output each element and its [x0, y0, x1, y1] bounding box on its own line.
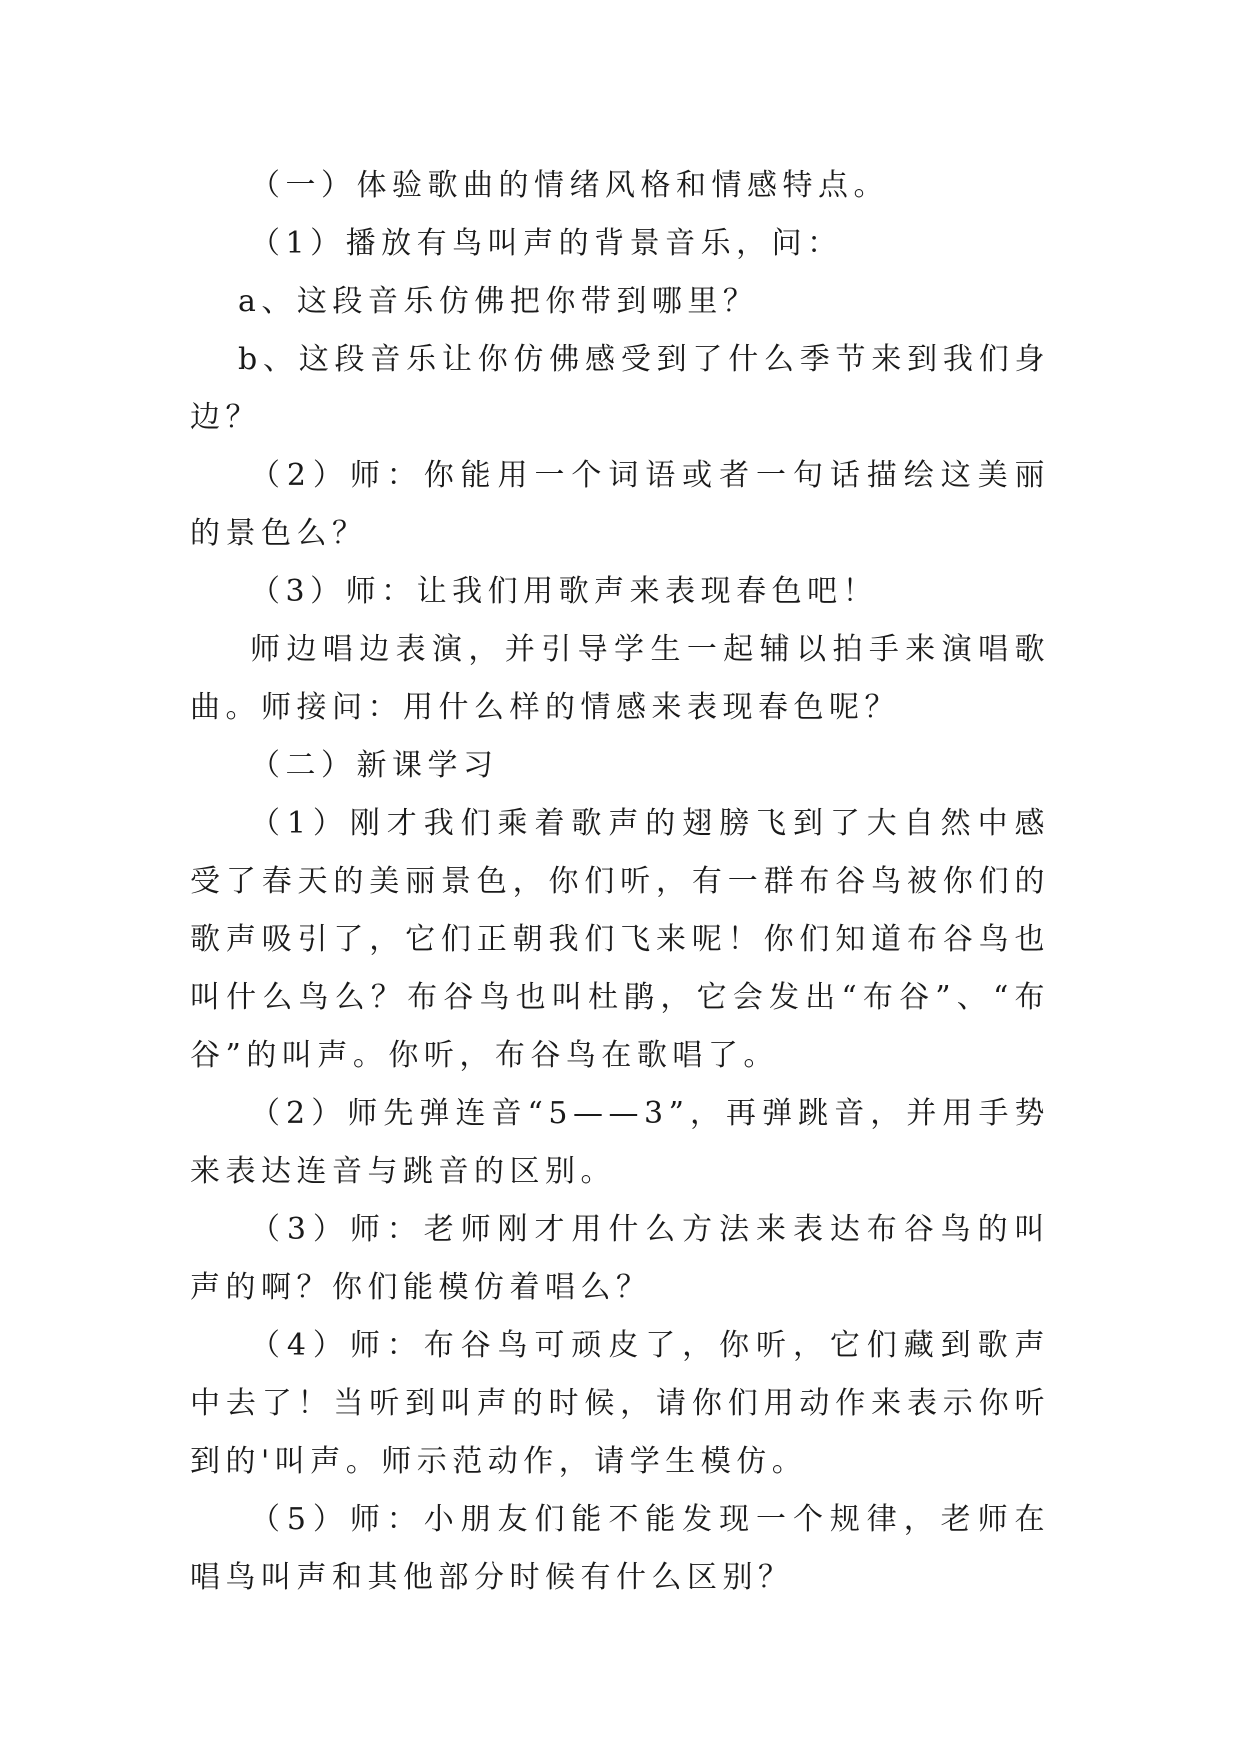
- paragraph-new-step-2: （2）师先弹连音“5——3”，再弹跳音，并用手势来表达连音与跳音的区别。: [190, 1096, 1050, 1189]
- paragraph-new-step-1: （1）刚才我们乘着歌声的翅膀飞到了大自然中感受了春天的美丽景色，你们听，有一群布谷鸟被你们的歌声吸引了，它们正朝我们飞来呢！你们知道布谷鸟也叫什么鸟么？布谷鸟也叫杜鹃，它会发出“布谷”、“布谷”的叫声。你听，布谷鸟在歌唱了。: [190, 806, 1050, 1073]
- section-heading-new-lesson: （二）新课学习: [250, 748, 499, 783]
- paragraph-new-step-4: （4）师：布谷鸟可顽皮了，你听，它们藏到歌声中去了！当听到叫声的时候，请你们用动作来表示你听到的'叫声。师示范动作，请学生模仿。: [190, 1328, 1050, 1479]
- question-b: b、这段音乐让你仿佛感受到了什么季节来到我们身边？: [190, 342, 1050, 435]
- paragraph-step-1: （1）播放有鸟叫声的背景音乐，问：: [250, 226, 843, 261]
- paragraph-new-step-5: （5）师：小朋友们能不能发现一个规律，老师在唱鸟叫声和其他部分时候有什么区别？: [190, 1502, 1050, 1595]
- paragraph-step-2: （2）师：你能用一个词语或者一句话描绘这美丽的景色么？: [190, 458, 1050, 551]
- paragraph-step-3: （3）师：让我们用歌声来表现春色吧！: [250, 574, 879, 609]
- document-body: [190, 157, 1050, 1607]
- section-heading-experience: （一）体验歌曲的情绪风格和情感特点。: [250, 168, 889, 203]
- question-a: a、这段音乐仿佛把你带到哪里？: [238, 284, 759, 319]
- paragraph-new-step-3: （3）师：老师刚才用什么方法来表达布谷鸟的叫声的啊？你们能模仿着唱么？: [190, 1212, 1050, 1305]
- paragraph-teacher-performance: 师边唱边表演，并引导学生一起辅以拍手来演唱歌曲。师接问：用什么样的情感来表现春色呢？: [190, 632, 1050, 725]
